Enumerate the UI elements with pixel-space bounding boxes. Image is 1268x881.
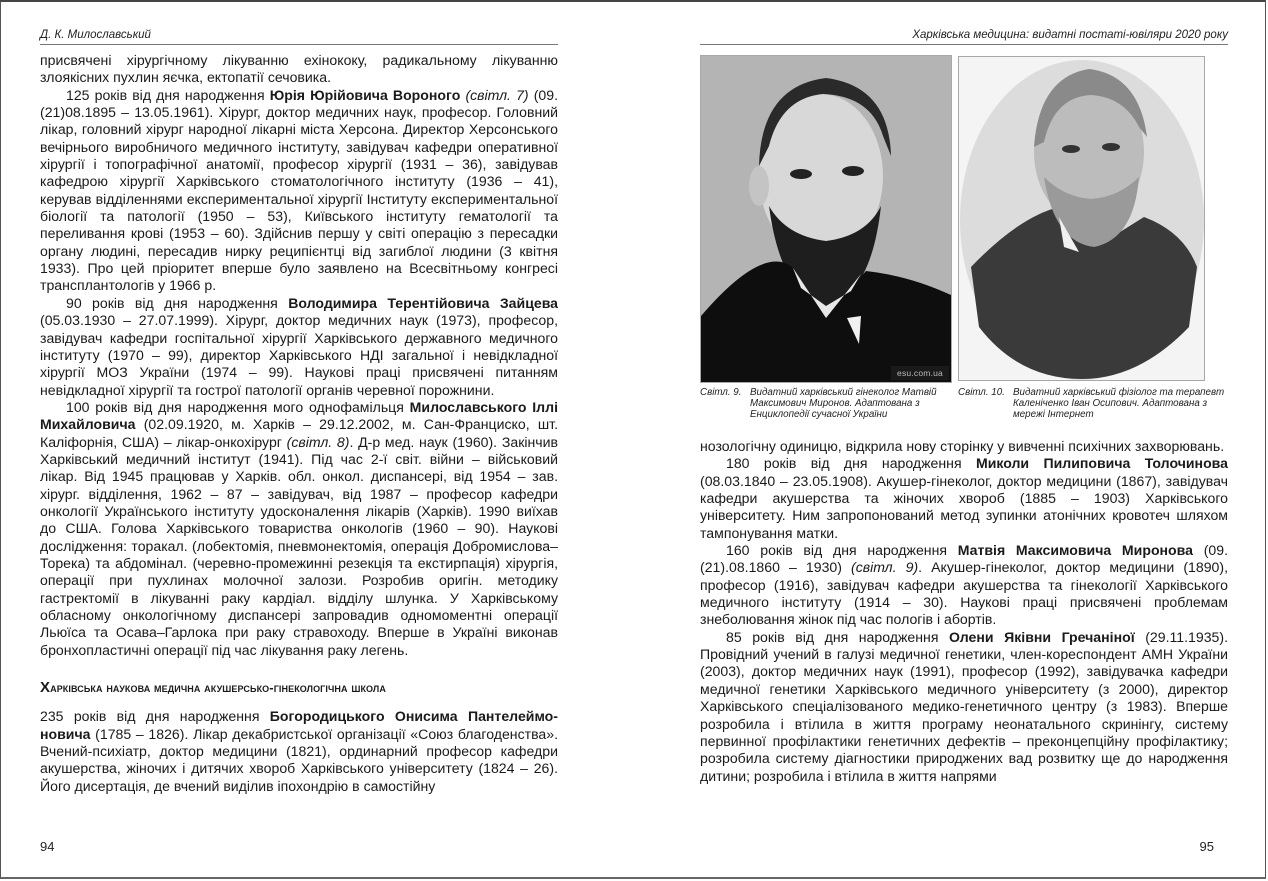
figure-10-portrait [958, 56, 1205, 381]
paragraph [700, 542, 1228, 629]
person-name: Богородицького Онисима Пантелеймоновича [40, 708, 558, 742]
text-run: 180 років від дня народження [726, 455, 976, 472]
section-paragraph [40, 708, 558, 795]
running-head-title: Харківська медицина: видатні постаті-ювіляри 2020 року [912, 29, 1228, 41]
section-heading [40, 679, 558, 696]
text-run: 100 років від дня народження мого однофамільця [66, 398, 410, 415]
paragraph [40, 399, 558, 659]
caption-label: Світл. 9. [700, 387, 742, 398]
right-paragraphs [700, 438, 1228, 785]
text-run: 90 років від дня народження [66, 294, 289, 311]
figure-reference: (світл. 9) [851, 559, 919, 576]
left-body-text [40, 52, 558, 795]
header-rule [40, 44, 558, 45]
text-run: 235 років від дня народження [40, 708, 270, 725]
running-head-author: Д. К. Милославський [40, 29, 151, 41]
paragraph [40, 52, 558, 87]
text-run: присвячені хірургічному лікуванню ехінококу, радикальному лікуванню злоякісних пухлин яєчка, ектопатії сечовика. [40, 52, 558, 86]
caption-figure-10 [958, 387, 1228, 420]
text-run: 160 років від дня народження [726, 542, 958, 559]
right-page [700, 0, 1228, 881]
portrait-photo-icon [701, 56, 952, 383]
heading-initial: Х [40, 679, 51, 697]
caption-figure-9 [700, 387, 958, 420]
left-paragraphs [40, 52, 558, 659]
header-rule [700, 44, 1228, 45]
text-run: 85 років від дня народження [726, 628, 949, 645]
person-name: Володимира Терентійовича Зайцева [288, 294, 559, 311]
caption-text: Видатний харківський фізіолог та терапевт Каленіченко Іван Осипович. Адаптована з мережі Інтернет [1013, 387, 1225, 420]
left-page [40, 0, 558, 881]
paragraph [40, 708, 558, 795]
caption-label: Світл. 10. [958, 387, 1005, 398]
text-run: . Акушер-гінеколог, доктор медицини (1890), професор (1916), завідувач кафедри акушерства та гінекології Харківського медичного інституту (1914 – 30). Наукові праці присвячені проблемам знеболювання жінок під час пологів і абортів. [700, 559, 1228, 628]
person-name: Милославського Іллі Михайловича [40, 398, 558, 433]
heading-rest: арківська наукова медична акушерсько-гінекологічна школа [50, 680, 386, 696]
paragraph [40, 87, 558, 295]
text-run: нозологічну одиницю, відкрила нову сторінку у вивченні психічних захворювань. [700, 438, 1225, 454]
page-number-right: 95 [1199, 839, 1214, 854]
person-name: Юрія Юрійовича Вороного [269, 86, 461, 103]
paragraph [700, 455, 1228, 542]
text-run: (29.11.1935). Провідний учений в галузі медичної генетики, член-кореспондент АМН України (2003), доктор медичних наук (1991), професор (1992), завідувачка кафедри медичної генетики Харківського медичного університету (з 2000), директор Харківського спеціалізованого медико-генетичного центру (з 1983). Вперше розробила і втілила в життя програму неонатального скринінгу, систему первинної профілактики генетичних дефектів – преконцепційну профілактику; розробила систему діагностики природжених вад розвитку ще до народження дитини; розробила і втілила в життя напрями [700, 628, 1229, 784]
text-run: (09.(21)08.1895 – 13.05.1961). Хірург, доктор медичних наук, професор. Головний лікар, головний хірург народної лікарні міста Херсона. Директор Херсонського вечірнього виробничого медичного інституту, завідувач кафедри оперативної хірургії і топографічної анатомії, професор хірургії (1931 – 36), завідував кафедрою хірургії Харківського стоматологічного інституту (1936 – 41), керував відділеннями експериментальної хірургії Інституту експериментальної біології та патології (1950 – 53), Київського інституту гематології та переливання крові (1953 – 60). Здійснив першу у світі операцію з пересадки органу людині, пересадив нирку реципієнтці від загиблої людини (3 квітня 1933). Про цей пріоритет вперше було заявлено на Всесвітньому конгресі трансплантологів у 1966 р. [40, 86, 559, 294]
photo-watermark: esu.com.ua [891, 366, 949, 380]
text-run: (09.(21).08.1860 – 1930) [700, 542, 1229, 576]
person-name: Олени Яківни Гречаніної [949, 628, 1135, 645]
text-run: 125 років від дня народження [66, 86, 270, 103]
figure-reference: (світл. 8) [286, 433, 350, 450]
section-heading-text [40, 680, 386, 695]
text-run: (08.03.1840 – 23.05.1908). Акушер-гінеколог, доктор медицини (1867), завідувач кафедри акушерства та жіночих хвороб (1885 – 1903) Харківського університету. Ним запропонований метод зупинки атонічних кровотеч шляхом тампонування матки. [700, 472, 1228, 541]
paragraph [700, 629, 1228, 785]
text-run: (1785 – 1826). Лікар декабристської організації «Союз благоденства». Вчений-психіатр, доктор медицини (1821), ординарний професор кафедри акушерства, жіночих і дитячих хвороб Харківського університету (1824 – 26). Його дисертація, де вчений виділив іпохондрію в самостійну [40, 725, 558, 794]
text-run: . Д-р мед. наук (1960). Закінчив Харківський медичний інститут (1941). Під час 2-ї світ. війни – військовий лікар. Від 1945 працював у Харків. обл. онкол. диспансері, від 1954 – зав. хірург. відділення, 1962 – 87 – завідувач, від 1987 – професор кафедри онкології Українського інституту удосконалення лікарів (Харків). 1990 виїхав до США. Голова Харківського товариства онкологів (1960 – 90). Наукові дослідження: торакал. (лобектомія, пневмонектомія, операція Добромислова–Торека) та абдомінал. (черевно-промежинні резекція та екстирпація) хірургія, операції при пухлинах молочної залози. Розробив оригін. методику гастректомії в лікуванні раку кардіал. відділу шлунка. У Харківському обласному онкологічному диспансері запровадив одномоментні операції Льюїса та Осава–Гарлока при раку стравоходу. Вперше в Україні виконав бронхопластичні операції під час лікування раку легень. [40, 433, 558, 658]
portrait-photo-oval-icon [959, 57, 1205, 381]
paragraph [700, 438, 1228, 455]
person-name: Матвія Максимовича Миронова [957, 542, 1193, 559]
paragraph [40, 295, 558, 399]
page-number-left: 94 [40, 839, 55, 854]
caption-text: Видатний харківський гінеколог Матвій Максимович Миронов. Адаптована з Енциклопедії сучасної України [750, 387, 937, 420]
figure-9-portrait [700, 55, 952, 383]
text-run: (02.09.1920, м. Харків – 29.12.2002, м. Сан-Франциско, шт. Каліфорнія, США) – лікар-онкохірург [40, 416, 558, 450]
figure-reference: (світл. 7) [465, 86, 529, 103]
right-body-text [700, 438, 1228, 785]
text-run: (05.03.1930 – 27.07.1999). Хірург, доктор медичних наук (1973), професор, завідувач кафедри госпітальної хірургії Харківського державного медичного інституту (1970 – 99), директор Харківського НДІ загальної і невідкладної хірургії МОЗ України (1974 – 99). Наукові праці присвячені питанням невідкладної хірургії та гострої патології органів черевної порожнини. [40, 312, 558, 398]
person-name: Миколи Пилиповича Толочинова [975, 455, 1228, 472]
